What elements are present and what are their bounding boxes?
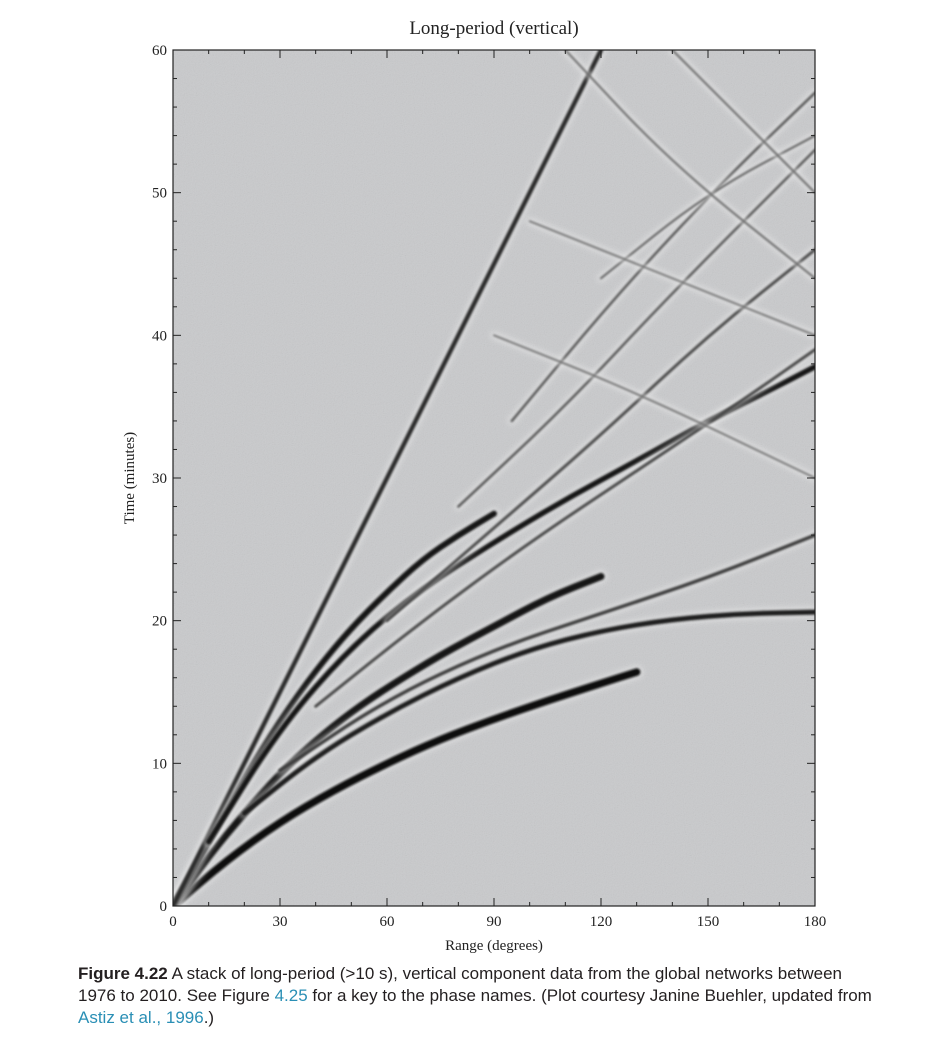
y-tick-label: 20: [152, 613, 167, 630]
y-tick-label: 60: [152, 43, 167, 59]
y-tick-label: 50: [152, 185, 167, 202]
caption-text-1: A stack of long-period (>10 s), vertical component data from the global networks between 1976 to 2010. See Figure: [78, 964, 843, 1005]
x-tick-label: 120: [589, 914, 613, 930]
y-tick-label: 10: [152, 756, 167, 773]
x-tick-label: 180: [803, 914, 827, 930]
caption-text-2: for a key to the phase names. (Plot courtesy Janine Buehler, updated from: [307, 986, 872, 1005]
x-axis-label: Range (degrees): [445, 938, 543, 954]
chart-title: Long-period (vertical): [409, 18, 579, 39]
caption-text-3: .): [203, 1008, 215, 1027]
figure-caption: [78, 963, 878, 1029]
x-tick-label: 60: [379, 914, 395, 930]
citation-link[interactable]: Astiz et al., 1996: [78, 1008, 204, 1027]
y-tick-label: 40: [152, 328, 167, 345]
figure-reference-link[interactable]: 4.25: [274, 986, 308, 1005]
figure-label: Figure 4.22: [78, 964, 168, 983]
y-tick-label: 30: [152, 471, 167, 487]
y-axis-label: Time (minutes): [122, 431, 138, 525]
x-tick-label: 150: [696, 914, 720, 930]
x-tick-label: 30: [272, 914, 288, 930]
x-tick-label: 90: [486, 914, 502, 930]
x-tick-label: 0: [169, 914, 177, 930]
y-tick-label: 0: [159, 899, 167, 915]
